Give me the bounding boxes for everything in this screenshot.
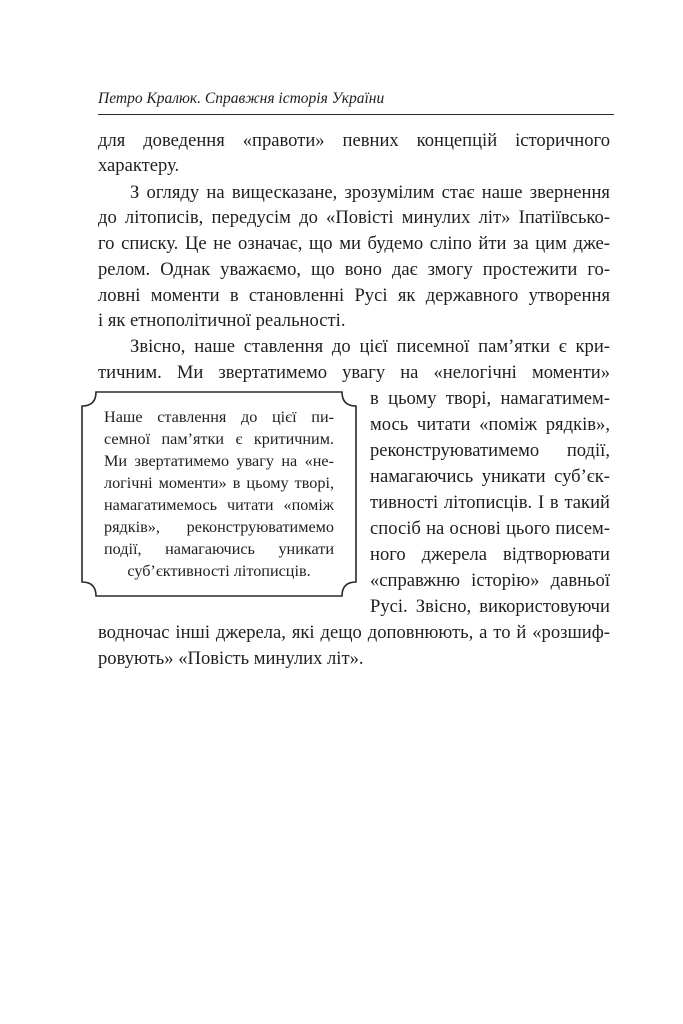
text-line: реконструюватимемо події, xyxy=(370,440,610,461)
pull-quote-line: Ми звертатимемо увагу на «не- xyxy=(104,452,334,470)
text-line: тичним. Ми звертатимемо увагу на «нелогічні моменти» xyxy=(98,362,610,383)
text-line: в цьому творі, намагатимем- xyxy=(370,388,610,409)
text-line: З огляду на вищесказане, зрозумілим стає наше звернення xyxy=(130,182,610,203)
text-line: тивності літописців. І в такий xyxy=(370,492,610,513)
pull-quote-line: рядків», реконструюватимемо xyxy=(104,518,334,536)
text-line: ловні моменти в становленні Русі як державного утворення xyxy=(98,285,610,306)
text-line: Звісно, наше ставлення до цієї писемної пам’ятки є кри- xyxy=(130,336,610,357)
text-line: і як етнополітичної реальності. xyxy=(98,310,346,331)
running-head xyxy=(98,88,614,115)
pull-quote-line: семної пам’ятки є критичним. xyxy=(104,430,334,448)
pull-quote-line: події, намагаючись уникати xyxy=(104,540,334,558)
pull-quote-line: суб’єктивності літописців. xyxy=(127,562,311,580)
text-line: характеру. xyxy=(98,155,180,176)
text-line: ного джерела відтворювати xyxy=(370,544,610,565)
text-line: мось читати «поміж рядків», xyxy=(370,414,610,435)
text-line: релом. Однак уважаємо, що воно дає змогу простежити го- xyxy=(98,259,610,280)
pull-quote-line: Наше ставлення до цієї пи- xyxy=(104,408,334,426)
text-line: водночас інші джерела, які дещо доповнюють, а то й «розшиф- xyxy=(98,622,610,643)
text-line: го списку. Це не означає, що ми будемо сліпо йти за цим дже- xyxy=(98,233,610,254)
text-line: для доведення «правоти» певних концепцій історичного xyxy=(98,130,610,151)
pull-quote-box xyxy=(80,390,358,598)
text-line: до літописів, передусім до «Повісті минулих літ» Іпатіївсько- xyxy=(98,207,610,228)
running-head-title: Петро Кралюк. Справжня історія України xyxy=(98,90,385,107)
text-line: ровують» «Повість минулих літ». xyxy=(98,648,364,669)
text-line: Русі. Звісно, використовуючи xyxy=(370,596,610,617)
text-line: намагаючись уникати суб’єк- xyxy=(370,466,610,487)
pull-quote-line: намагатимемось читати «поміж xyxy=(104,496,334,514)
pull-quote-line: логічні моменти» в цьому творі, xyxy=(104,474,334,492)
text-line: спосіб на основі цього писем- xyxy=(370,518,610,539)
text-line: «справжню історію» давньої xyxy=(370,570,610,591)
